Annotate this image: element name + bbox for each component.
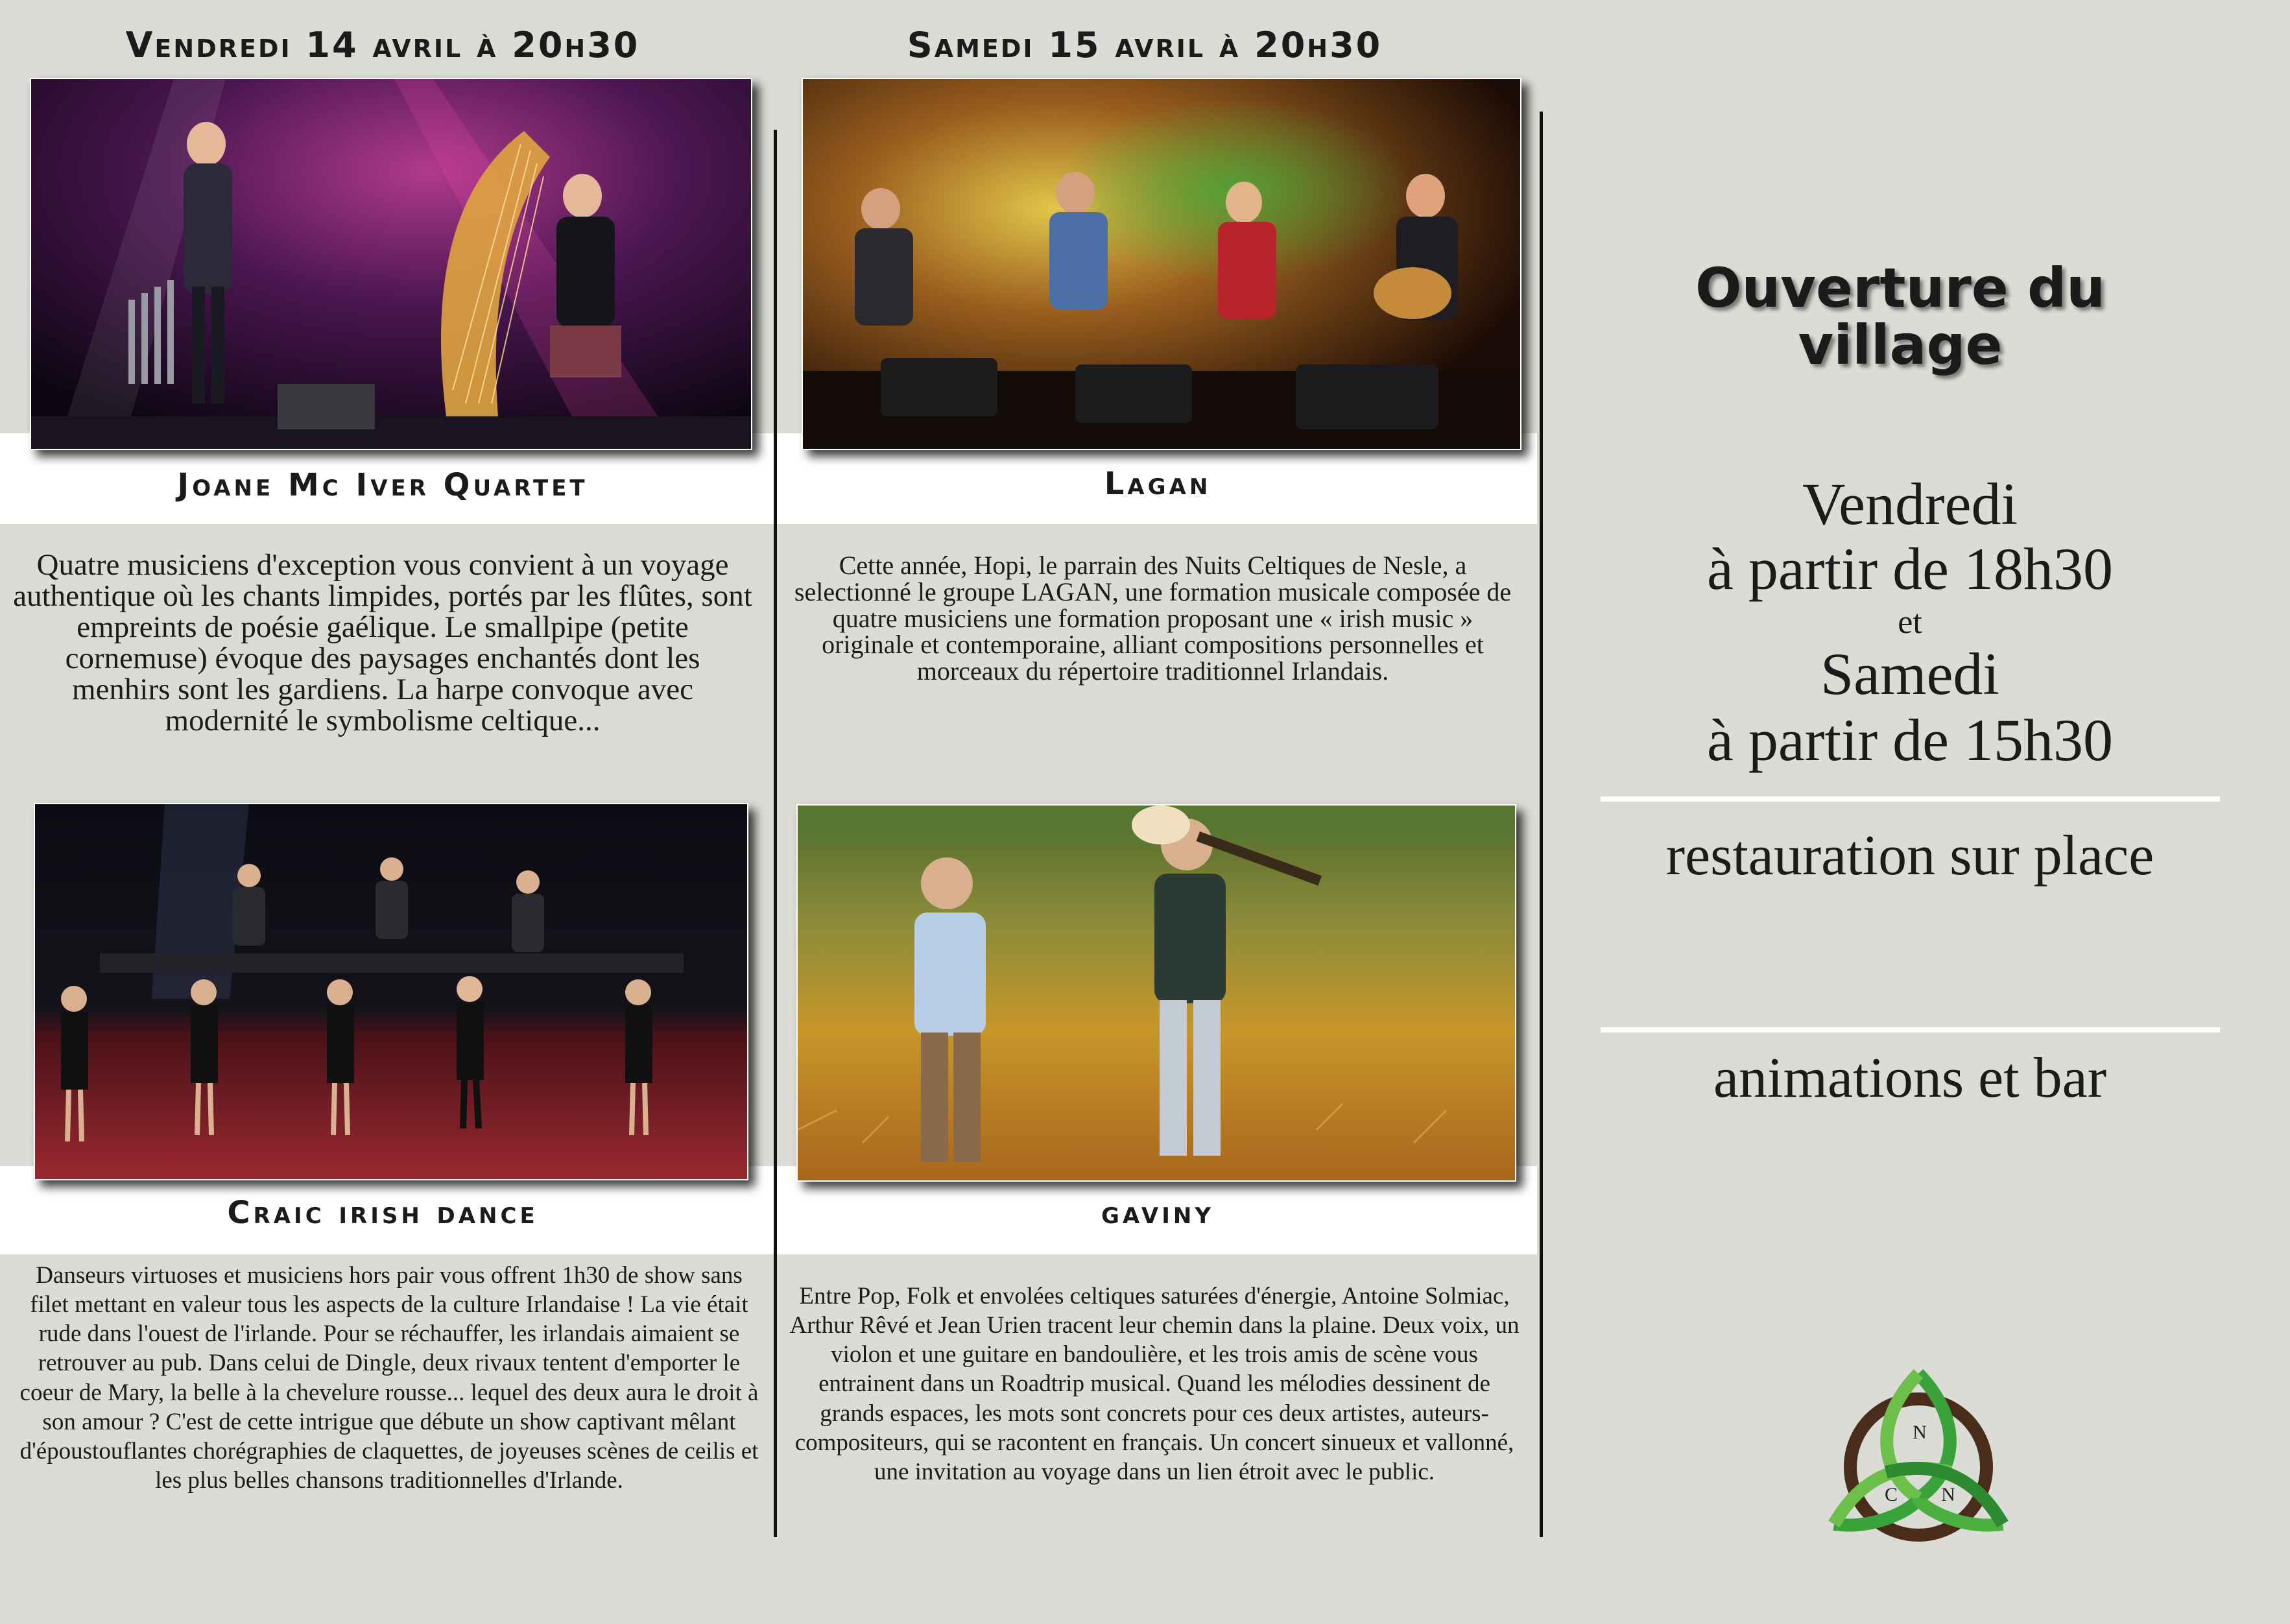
lagan-title: Lagan xyxy=(1104,466,1211,502)
craic-irish-dance-description: Danseurs virtuoses et musiciens hors pair vous offrent 1h30 de show sans filet mettant en valeur tous les aspects de la culture Irlandaise ! La vie était rude dans l'ouest de l'irlande. Pour se réchauffer, les irlandais aimaient se retrouver au pub. Dans celui de Dingle, deux rivaux tentent d'emporter le coeur de Mary, la belle à la chevelure rousse... lequel des deux aura le droit à son amour ? C'est de cette intrigue que débute un show captivant mêlant d'époustouflantes chorégraphies de claquettes, de joyeuses scènes de ceilis et les plus belles chansons traditionnelles d'Irlande. xyxy=(19,1262,759,1494)
village-day1: Vendredi xyxy=(1802,471,2018,537)
village-day2: Samedi xyxy=(1820,641,1999,707)
craic-irish-dance-photo xyxy=(34,803,748,1180)
joane-mc-iver-description: Quatre musiciens d'exception vous convient à un voyage authentique où les chants limpides, portés par les flûtes, sont empreints de poésie gaélique. Le smallpipe (petite cornemuse) évoque des paysages enchantés dont les menhirs sont les gardiens. La harpe convoque avec modernité le symbolisme celtique... xyxy=(13,548,752,737)
gaviny-photo xyxy=(796,804,1516,1182)
village-time1: à partir de 18h30 xyxy=(1707,536,2113,602)
joane-mc-iver-title: Joane Mc Iver Quartet xyxy=(177,467,588,503)
lagan-photo xyxy=(802,78,1521,450)
logo-letter-top: N xyxy=(1913,1422,1927,1443)
village-connector: et xyxy=(1898,604,1922,641)
gaviny-title: gaviny xyxy=(1101,1195,1214,1231)
joane-mc-iver-photo xyxy=(30,78,752,450)
village-entertainment: animations et bar xyxy=(1713,1047,2107,1110)
lagan-description: Cette année, Hopi, le parrain des Nuits Celtiques de Nesle, a selectionné le groupe LAGAN, une formation musicale composée de quatre musiciens une formation proposant une « irish music » originale et contemporaine, alliant compositions personnelles et morceaux du répertoire traditionnel Irlandais. xyxy=(794,551,1512,686)
logo-letter-right: N xyxy=(1941,1484,1955,1505)
village-time2: à partir de 15h30 xyxy=(1707,707,2113,773)
celtic-triquetra-logo xyxy=(1821,1362,2016,1550)
saturday-heading: Samedi 15 avril à 20h30 xyxy=(907,25,1383,66)
gaviny-description: Entre Pop, Folk et envolées celtiques saturées d'énergie, Antoine Solmiac, Arthur Rêvé et Jean Urien tracent leur chemin dans la plaine. Deux voix, un violon et une guitare en bandoulière, et les trois amis de scène vous entrainent dans un Roadtrip musical. Quand les mélodies dessinent de grands espaces, les mots sont concrets pour ces deux artistes, auteurs-compositeurs, qui se racontent en français. Un concert sinueux et vallonné, une invitation au voyage dans un lien étroit avec le public. xyxy=(789,1283,1520,1485)
separator-2 xyxy=(1601,1027,2220,1033)
separator-1 xyxy=(1601,796,2220,802)
craic-irish-dance-title: Craic irish dance xyxy=(227,1195,538,1231)
village-food: restauration sur place xyxy=(1665,824,2154,887)
column-divider-right xyxy=(1540,112,1543,1537)
logo-letter-left: C xyxy=(1884,1484,1898,1505)
friday-heading: Vendredi 14 avril à 20h30 xyxy=(125,25,640,66)
village-title: Ouverture du village xyxy=(1695,256,2105,377)
column-divider-left xyxy=(774,130,777,1537)
